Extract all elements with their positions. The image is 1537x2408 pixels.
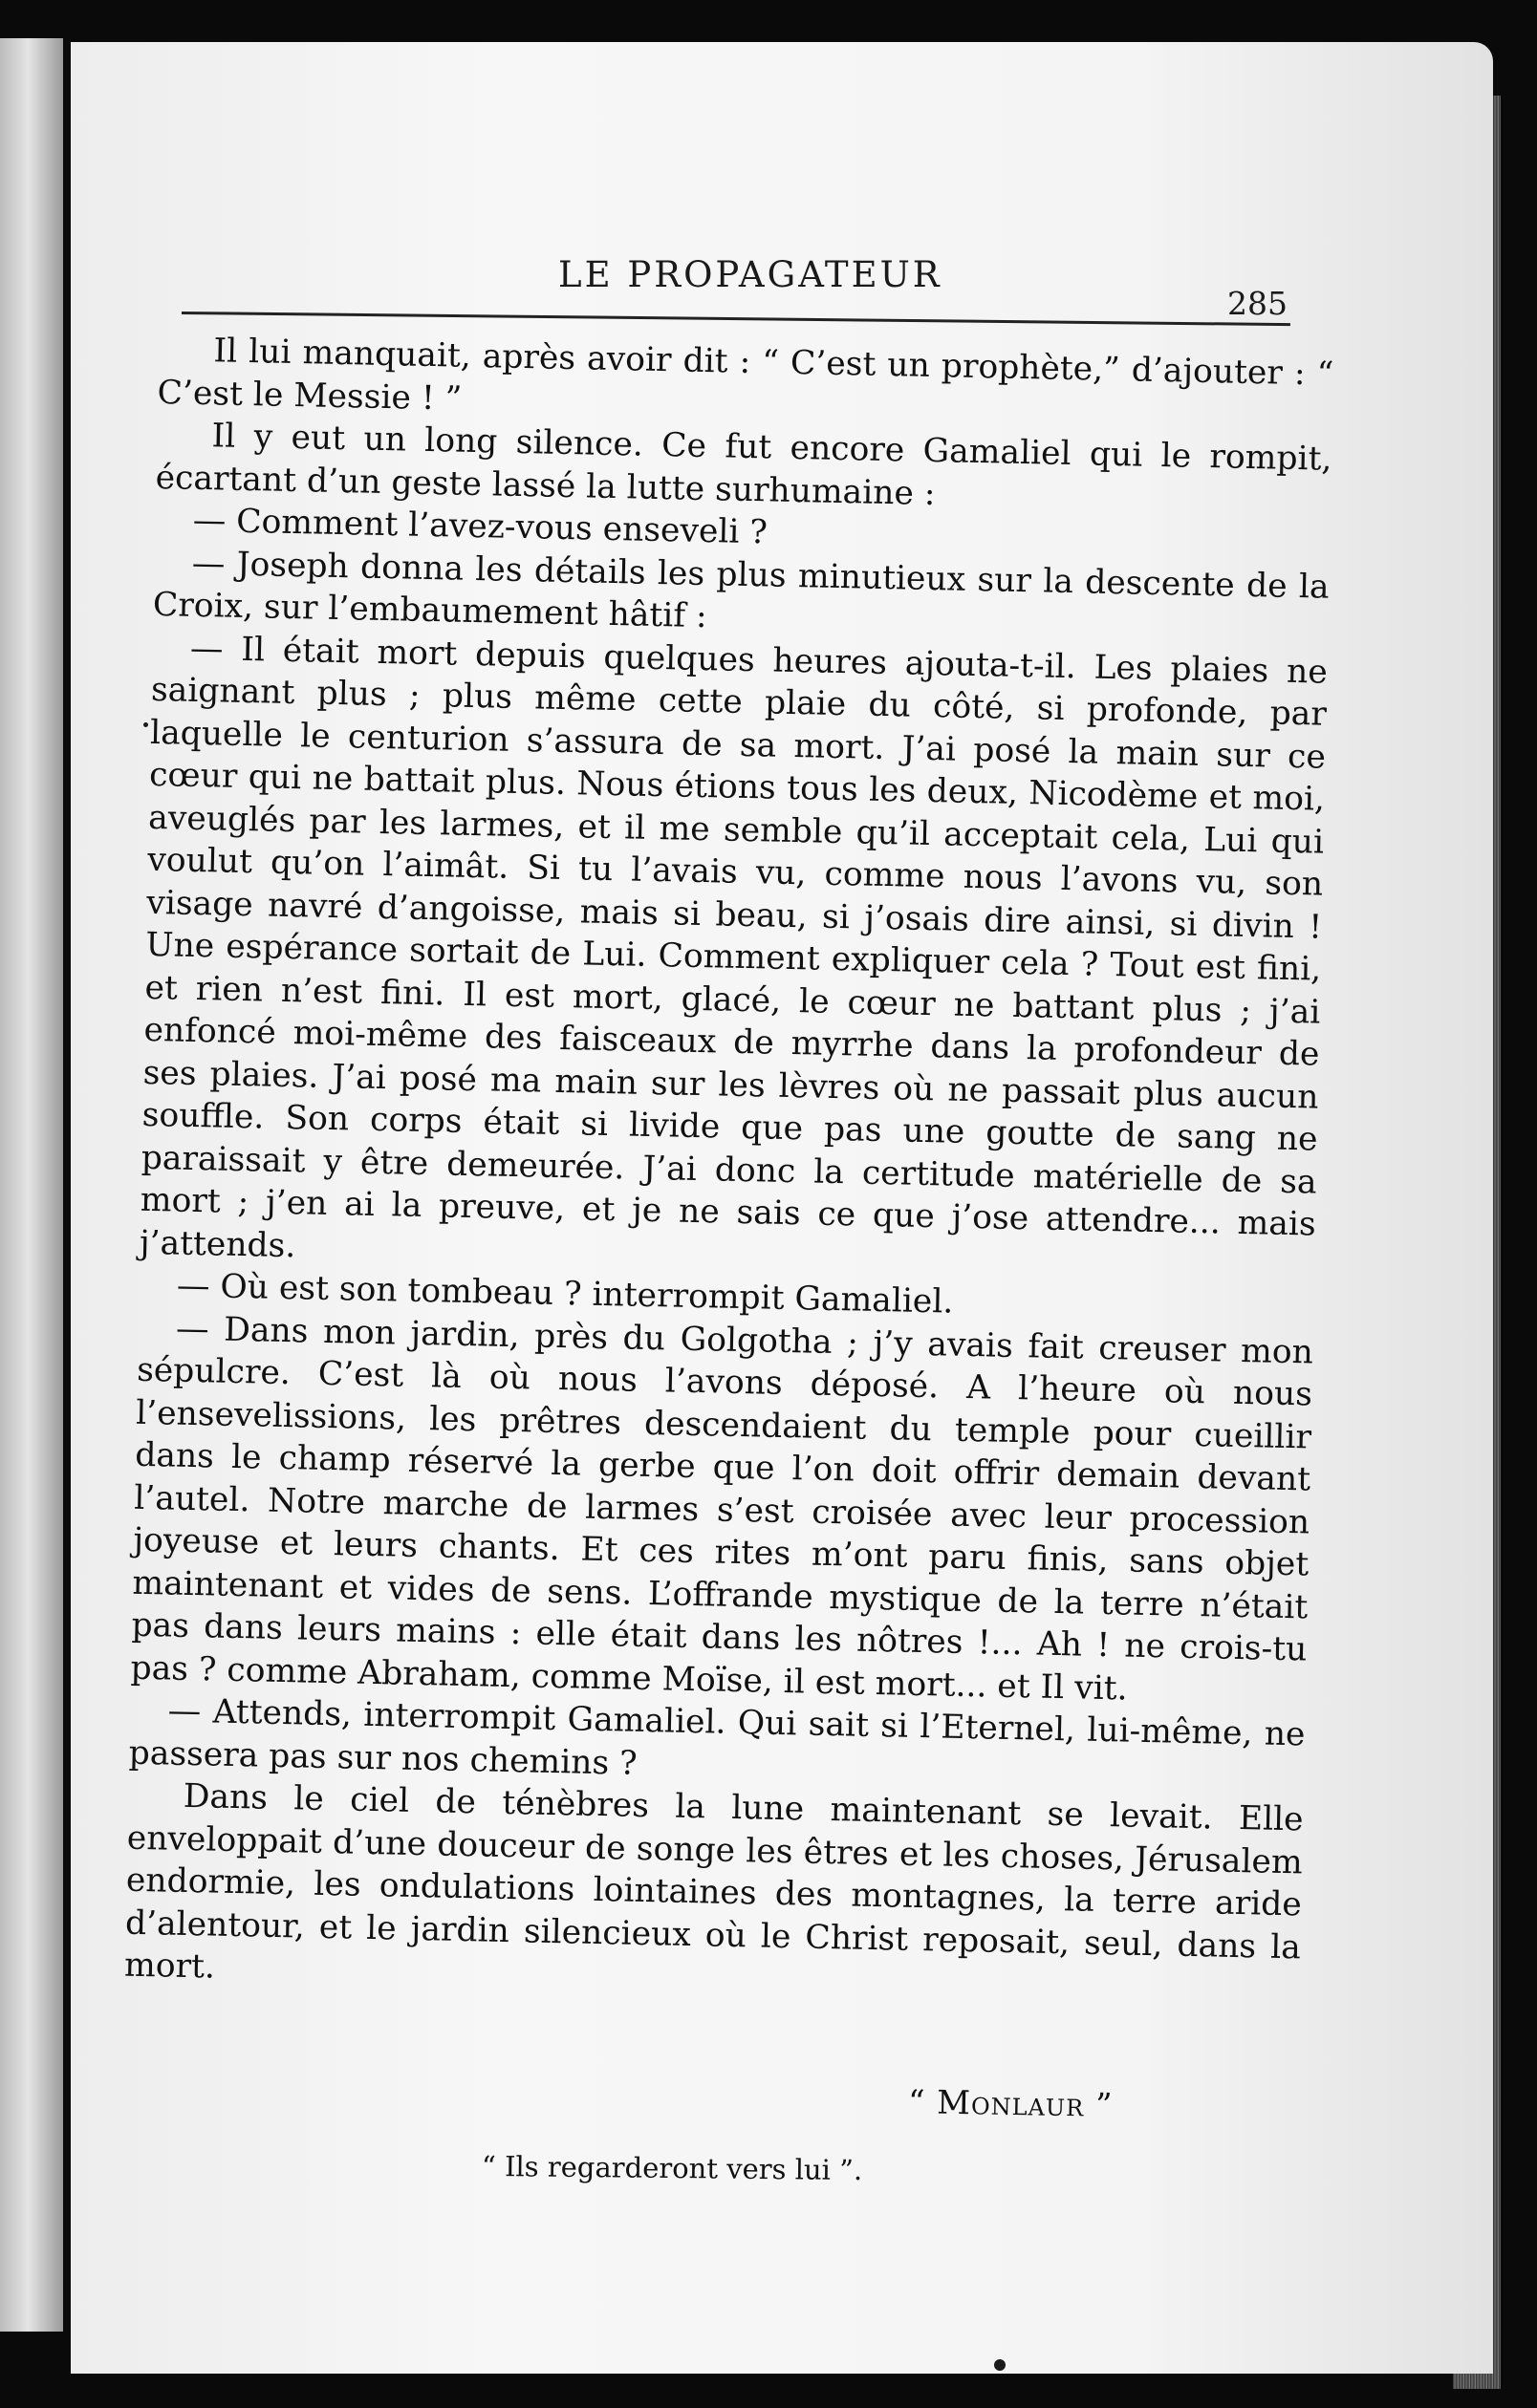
running-title: LE PROPAGATEUR bbox=[558, 254, 942, 295]
paragraph: — Dans mon jardin, près du Golgotha ; j’y avais fait creuser mon sépulcre. C’est là où nous l’avons déposé. A l’heure où nous l’ensevelissions, les prêtres descendaient du temple pour cueillir dans le champ réservé la gerbe que l’on doit offrir demain devant l’autel. Notre marche de larmes s’est croisée avec leur procession joyeuse et leurs chants. Et ces rites m’ont paru finis, sans objet maintenant et vides de sens. L’offrande mystique de la terre n’était pas dans leurs mains : elle était dans les nôtres !... Ah ! ne crois-tu pas ? comme Abraham, comme Moïse, il est mort... et Il vit. bbox=[130, 1309, 1314, 1709]
paragraph: Il y eut un long silence. Ce fut encore Gamaliel qui le rompit, écartant d’un geste lassé la lutte surhumaine : bbox=[155, 417, 1332, 513]
paragraph: — Il était mort depuis quelques heures ajouta-t-il. Les plaies ne saignant plus ; plus même cette plaie du côté, si profonde, par laquelle le centurion s’assura de sa mort. J’ai posé la main sur ce cœur qui ne battait plus. Nous étions tous les deux, Nicodème et moi, aveuglés par les larmes, et il me semble qu’il acceptait cela, Lui qui voulut qu’on l’aimât. Si tu l’avais vu, comme nous l’avons vu, son visage navré d’angoisse, mais si beau, si j’osais dire ainsi, si divin ! Une espérance sortait de Lui. Comment expliquer cela ? Tout est fini, et rien n’est fini. Il est mort, glacé, le cœur ne battant plus ; j’ai enfoncé moi-même des faisceaux de myrrhe dans la profondeur de ses plaies. J’ai posé ma main sur les lèvres où ne passait plus aucun souffle. Son corps était si livide que pas une goutte de sang ne paraissait y être demeurée. J’ai donc la certitude matérielle de sa mort ; j’en ai la preuve, et je ne sais ce que j’ose attendre... mais j’attends. bbox=[139, 629, 1329, 1265]
epigraph: “ Ils regarderont vers lui ”. bbox=[481, 2149, 863, 2187]
paragraph: Dans le ciel de ténèbres la lune maintenant se levait. Elle enveloppait d’une douceur de songe les êtres et les choses, Jérusalem endormie, les ondulations lointaines des montagnes, la terre aride d’alentour, et le jardin silencieux où le Christ reposait, seul, dans la mort. bbox=[123, 1776, 1305, 1987]
facing-page-edge bbox=[0, 38, 63, 2332]
page-number: 285 bbox=[1227, 285, 1288, 322]
paragraph: Il lui manquait, après avoir dit : “ C’est un prophète,” d’ajouter : “ C’est le Messie ! ” bbox=[157, 332, 1334, 419]
paragraph: — Où est son tombeau ? interrompit Gamaliel. bbox=[176, 1266, 954, 1322]
header-rule bbox=[182, 312, 1290, 326]
paragraph: — Attends, interrompit Gamaliel. Qui sait si l’Eternel, lui-même, ne passera pas sur nos chemins ? bbox=[128, 1691, 1306, 1783]
paragraph: — Comment l’avez-vous enseveli ? bbox=[192, 501, 768, 552]
ink-speck bbox=[994, 2359, 1006, 2371]
body-text bbox=[124, 329, 1334, 2011]
paragraph: — Joseph donna les détails les plus minutieux sur la descente de la Croix, sur l’embaumement hâtif : bbox=[152, 544, 1331, 636]
author-signature: “ Monlaur ” bbox=[907, 2083, 1114, 2125]
book-page bbox=[71, 42, 1493, 2374]
ink-speck bbox=[143, 722, 148, 727]
